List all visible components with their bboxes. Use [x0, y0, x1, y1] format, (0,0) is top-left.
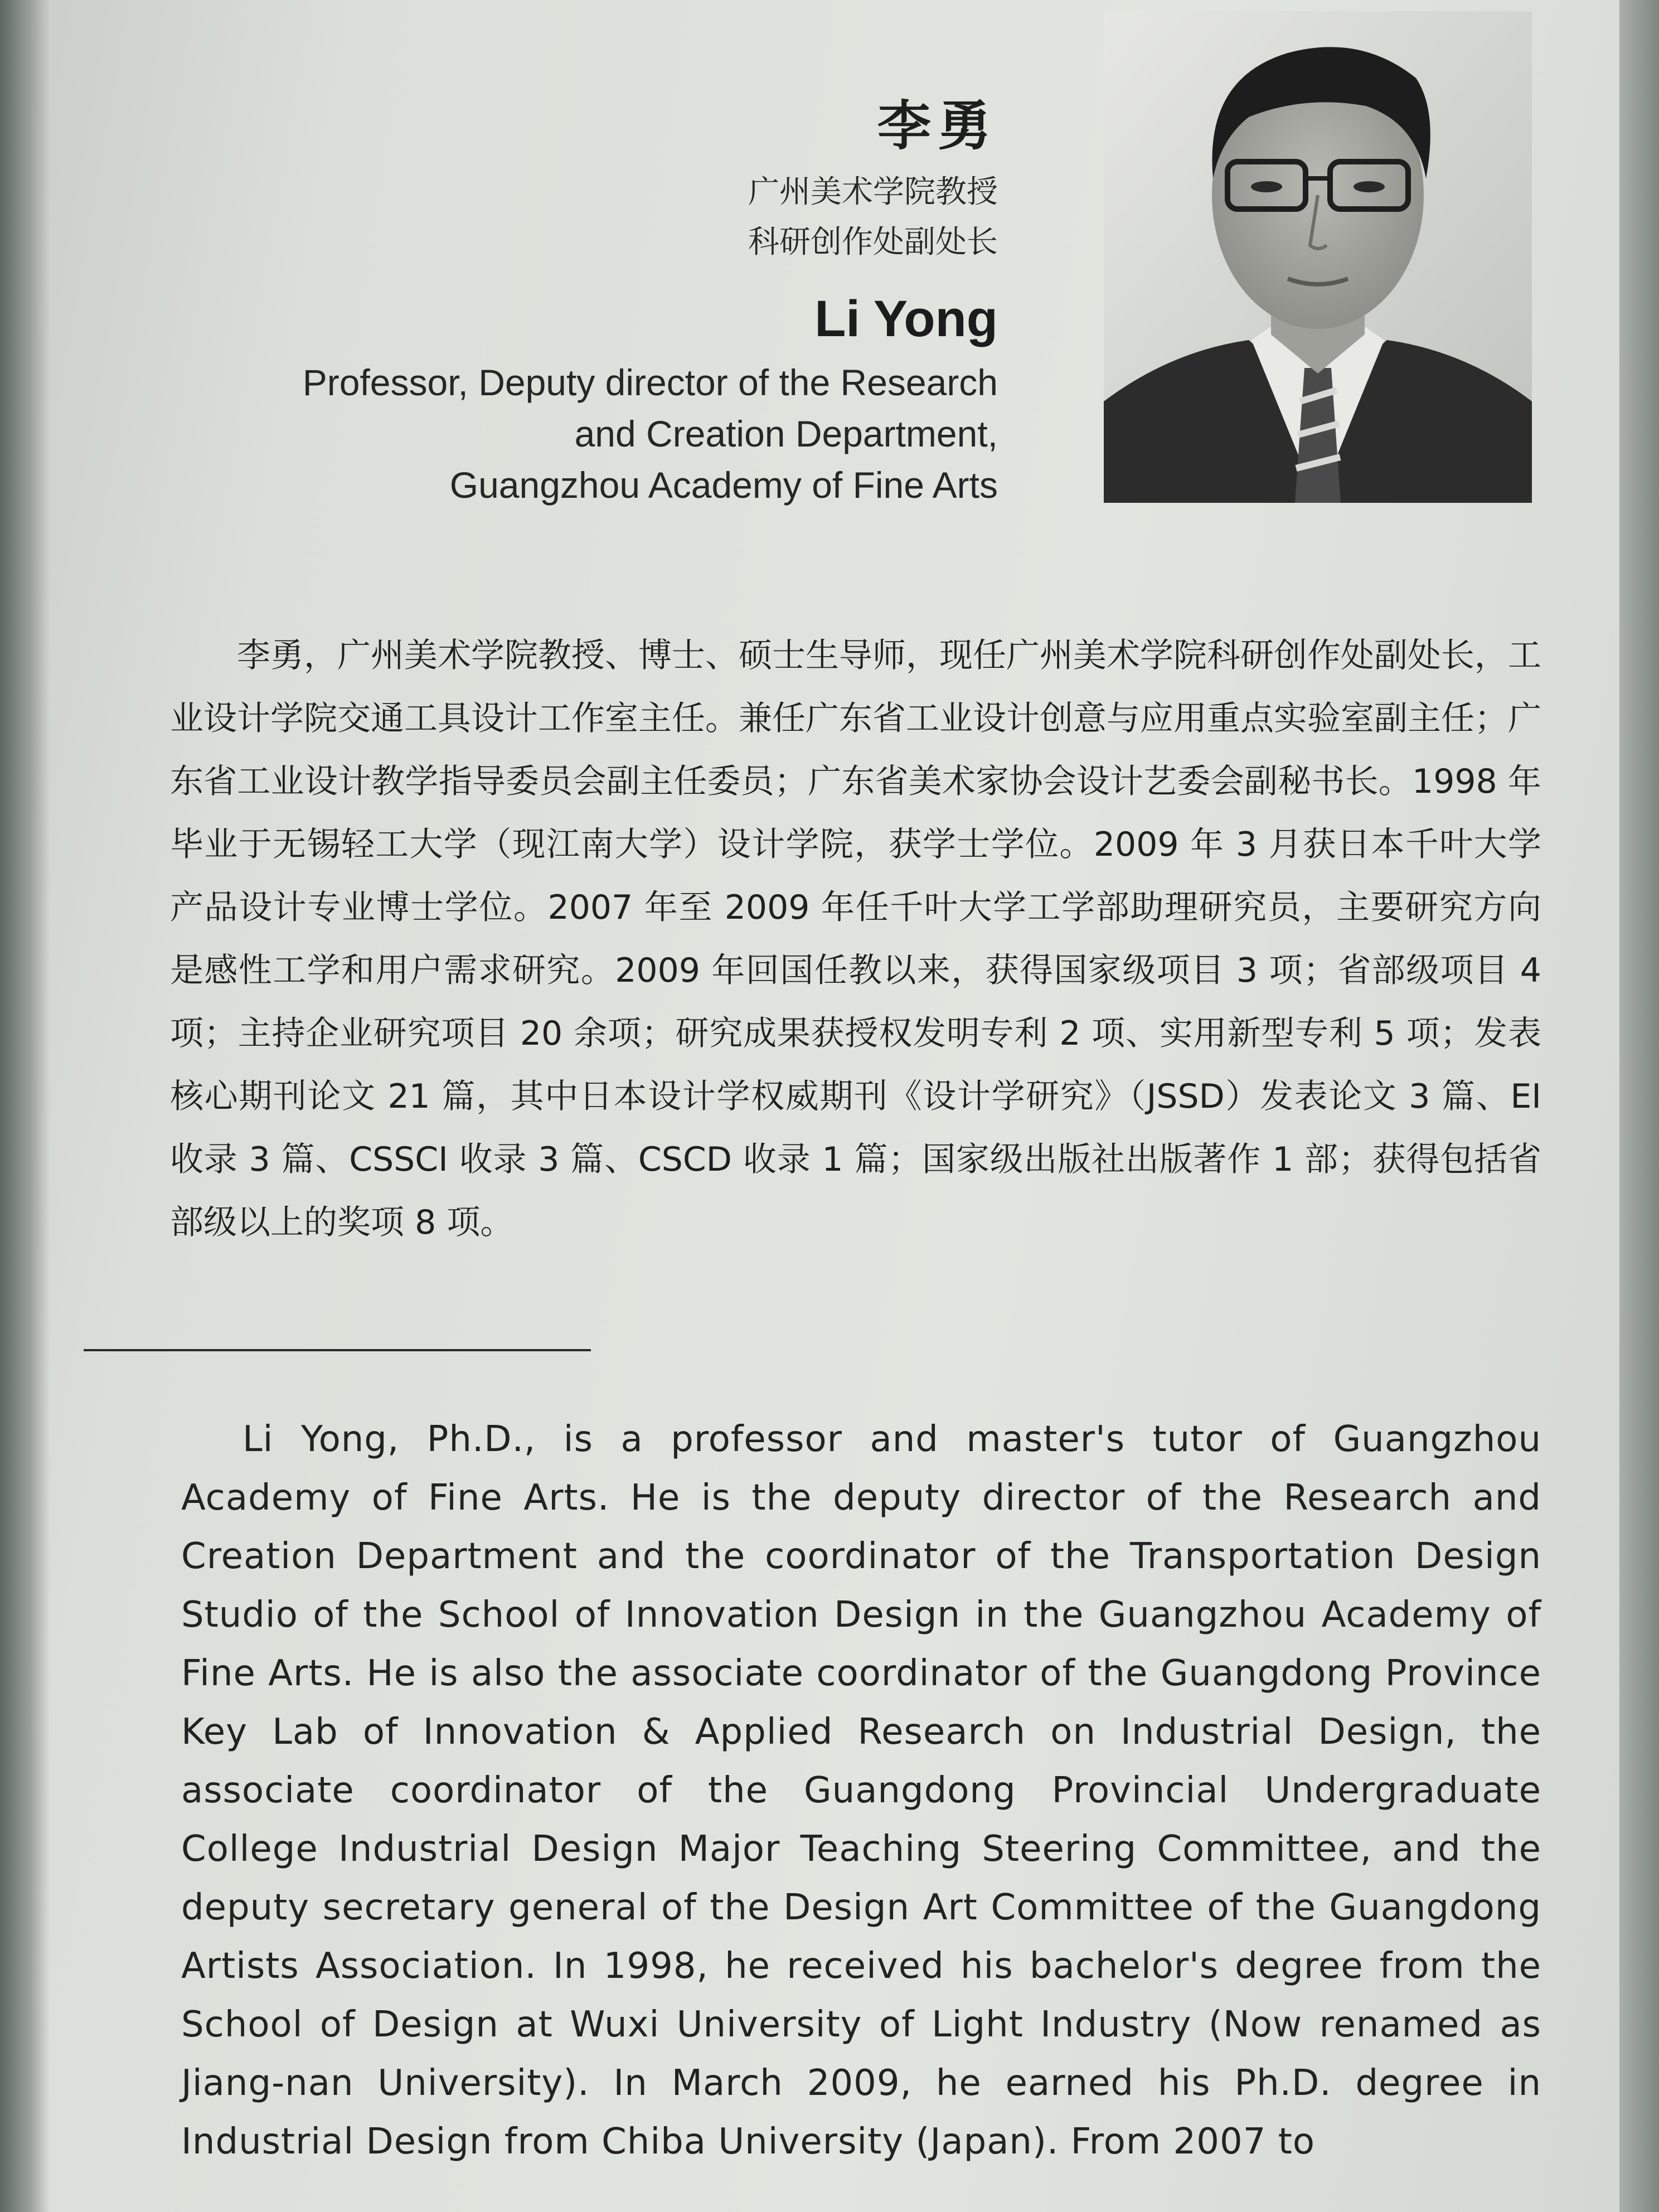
biography-chinese: 李勇，广州美术学院教授、博士、硕士生导师，现任广州美术学院科研创作处副处长，工业设计学院交通工具设计工作室主任。兼任广东省工业设计创意与应用重点实验室副主任；广东省工业设计教学指导委员会副主任委员；广东省美术家协会设计艺委会副秘书长。1998 年毕业于无锡轻工大学（现江南大学）设计学院，获学士学位。2009 年 3 月获日本千叶大学产品设计专业博士学位。2007 年至 2009 年任千叶大学工学部助理研究员，主要研究方向是感性工学和用户需求研究。2009 年回国任教以来，获得国家级项目 3 项；省部级项目 4 项；主持企业研究项目 20 余项；研究成果获授权发明专利 2 项、实用新型专利 5 项；发表核心期刊论文 21 篇，其中日本设计学权威期刊《设计学研究》（JSSD）发表论文 3 篇、EI 收录 3 篇、CSSCI 收录 3 篇、CSCD 收录 1 篇；国家级出版社出版著作 1 部；获得包括省部级以上的奖项 8 项。 — [170, 636, 1541, 1242]
title-english-line-2: and Creation Department, — [574, 413, 998, 454]
title-english-line-3: Guangzhou Academy of Fine Arts — [449, 464, 998, 506]
title-chinese — [748, 167, 998, 268]
portrait-photo — [1104, 11, 1532, 503]
title-chinese-line-2: 科研创作处副处长 — [748, 224, 998, 260]
biography-english: Li Yong, Ph.D., is a professor and master's tutor of Guangzhou Academy of Fine Arts. He is the deputy director of the Research and Creation Department and the coordinator of the Transportation Design Studio of the School of Innovation Design in the Guangzhou Academy of Fine Arts. He is also the associate coordinator of the Guangdong Province Key Lab of Innovation & Applied Research on Industrial Design, the associate coordinator of the Guangdong Provincial Undergraduate College Industrial Design Major Teaching Steering Committee, and the deputy secretary general of the Design Art Committee of the Guangdong Artists Association. In 1998, he received his bachelor's degree from the School of Design at Wuxi University of Light Industry (Now renamed as Jiang-nan University). In March 2009, he earned his Ph.D. degree in Industrial Design from Chiba University (Japan). From 2007 to — [181, 1419, 1541, 2162]
portrait-photo-icon — [1104, 11, 1532, 503]
name-english: Li Yong — [814, 290, 998, 347]
title-english-line-1: Professor, Deputy director of the Research — [302, 362, 998, 403]
title-chinese-line-1: 广州美术学院教授 — [748, 174, 998, 210]
page-edge-shadow — [1619, 0, 1659, 2212]
name-chinese: 李勇 — [877, 95, 998, 157]
title-english — [303, 357, 998, 511]
section-divider — [84, 1349, 591, 1351]
page-spine-shadow — [0, 0, 50, 2212]
